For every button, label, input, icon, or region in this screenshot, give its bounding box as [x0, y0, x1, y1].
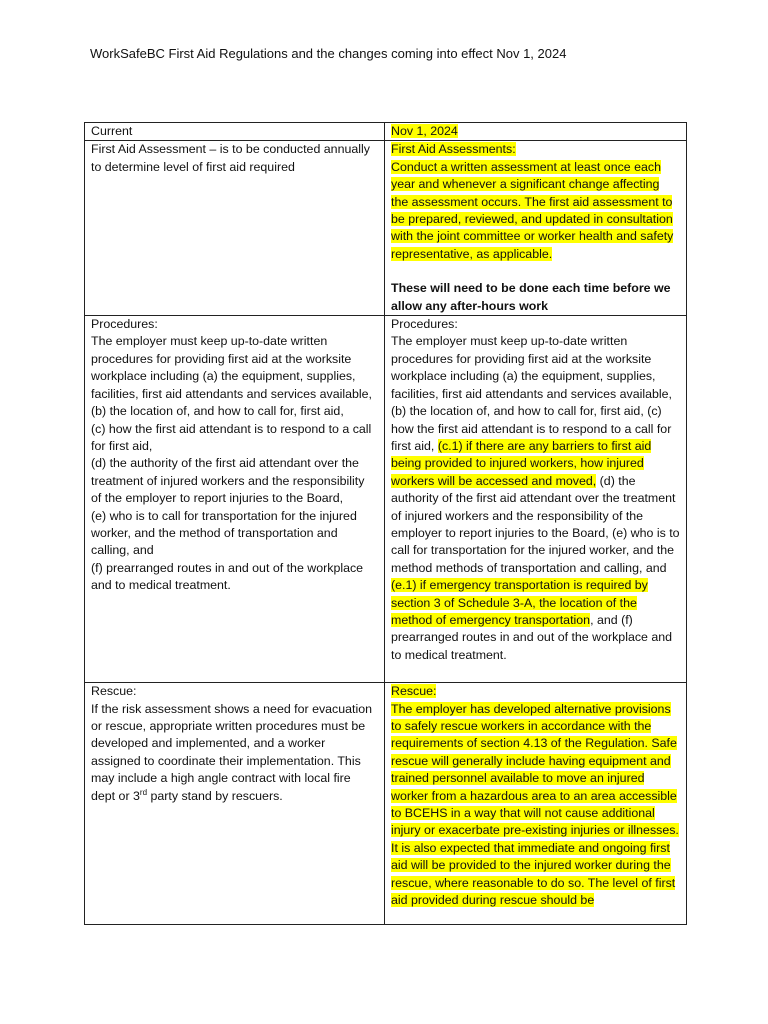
- procedures-current-b: (b) the location of, and how to call for, first aid,: [91, 404, 344, 419]
- table-row-assessment: [85, 141, 687, 316]
- page-title: WorkSafeBC First Aid Regulations and the changes coming into effect Nov 1, 2024: [90, 46, 567, 61]
- assessment-current-text: First Aid Assessment – is to be conducted annually to determine level of first aid required: [91, 142, 370, 174]
- assessment-new-note: These will need to be done each time before we allow any after-hours work: [391, 281, 671, 313]
- procedures-current-d: (d) the authority of the first aid attendant over the treatment of injured workers and the responsibility of the employer to report injuries to the Board,: [91, 456, 365, 506]
- rescue-new-text: The employer has developed alternative provisions to safely rescue workers in accordance with the requirements of section 4.13 of the Regulation. Safe rescue will generally include having equipment and trained personnel available to move an injured worker from a hazardous area to an area accessible to BCEHS in a way that will not cause additional injury or exacerbate pre-existing injuries or illnesses. It is also expected that immediate and ongoing first aid will be provided to the injured worker during the rescue, where reasonable to do so. The level of first aid provided during rescue should be: [391, 701, 679, 908]
- rescue-new-heading: Rescue:: [391, 684, 437, 699]
- procedures-current-cell: [85, 316, 385, 683]
- assessment-new-cell: [385, 141, 687, 316]
- procedures-current-c: (c) how the first aid attendant is to respond to a call for first aid,: [91, 421, 372, 453]
- procedures-new-highlight-e1: (e.1) if emergency transportation is required by section 3 of Schedule 3-A, the location of the method of emergency transportation: [391, 578, 648, 627]
- procedures-new-part2: (d) the authority of the first aid attendant over the treatment of injured workers and the responsibility of the employer to report injuries to the Board, (e) who is to call for transportation for the injured worker, and the method methods of transportation and calling, and: [391, 473, 680, 575]
- table-row-rescue: [85, 683, 687, 925]
- rescue-current-cell: [85, 683, 385, 925]
- procedures-current-e: (e) who is to call for transportation for the injured worker, and the method of transportation and calling, and: [91, 508, 357, 558]
- rescue-new-cell: [385, 683, 687, 925]
- assessment-new-text: Conduct a written assessment at least once each year and whenever a significant change affecting the assessment occurs. The first aid assessment to be prepared, reviewed, and updated in consultation with the joint committee or worker health and safety representative, as applicable.: [391, 159, 674, 261]
- assessment-new-heading: First Aid Assessments:: [391, 142, 516, 157]
- rescue-current-text: If the risk assessment shows a need for evacuation or rescue, appropriate written procedures must be developed and implemented, and a worker assigned to coordinate their implementation. This may include a high angle contract with local fire dept or 3: [91, 701, 372, 803]
- procedures-new-part3: , and (f) prearranged routes in and out of the workplace and to medical treatment.: [391, 612, 673, 662]
- procedures-current-heading: Procedures:: [91, 317, 158, 332]
- procedures-new-cell: [385, 316, 687, 683]
- header-current: [85, 123, 385, 141]
- header-new-label: Nov 1, 2024: [391, 124, 458, 138]
- assessment-current-cell: [85, 141, 385, 316]
- header-new: [385, 123, 687, 141]
- table-row-procedures: [85, 316, 687, 683]
- procedures-current-intro: The employer must keep up-to-date written procedures for providing first aid at the worksite workplace including (a) the equipment, supplies, facilities, first aid attendants and services available,: [91, 334, 372, 401]
- procedures-current-f: (f) prearranged routes in and out of the workplace and to medical treatment.: [91, 560, 364, 593]
- procedures-new-highlight-c1: (c.1) if there are any barriers to first aid being provided to injured workers, how injured workers will be accessed and moved,: [391, 438, 652, 488]
- procedures-new-part1: The employer must keep up-to-date written procedures for providing first aid at the worksite workplace including (a) the equipment, supplies, facilities, first aid attendants and services available, (b) the location of, and how to call for, first aid, (c) how the first aid attendant is to respond to a call for first aid,: [391, 334, 672, 453]
- table-header-row: [85, 123, 687, 141]
- procedures-new-heading: Procedures:: [391, 317, 458, 332]
- rescue-current-superscript: rd: [139, 787, 148, 797]
- comparison-table: [84, 122, 687, 925]
- header-current-label: Current: [91, 124, 133, 138]
- rescue-current-heading: Rescue:: [91, 684, 137, 699]
- rescue-current-tail: party stand by rescuers.: [147, 788, 283, 803]
